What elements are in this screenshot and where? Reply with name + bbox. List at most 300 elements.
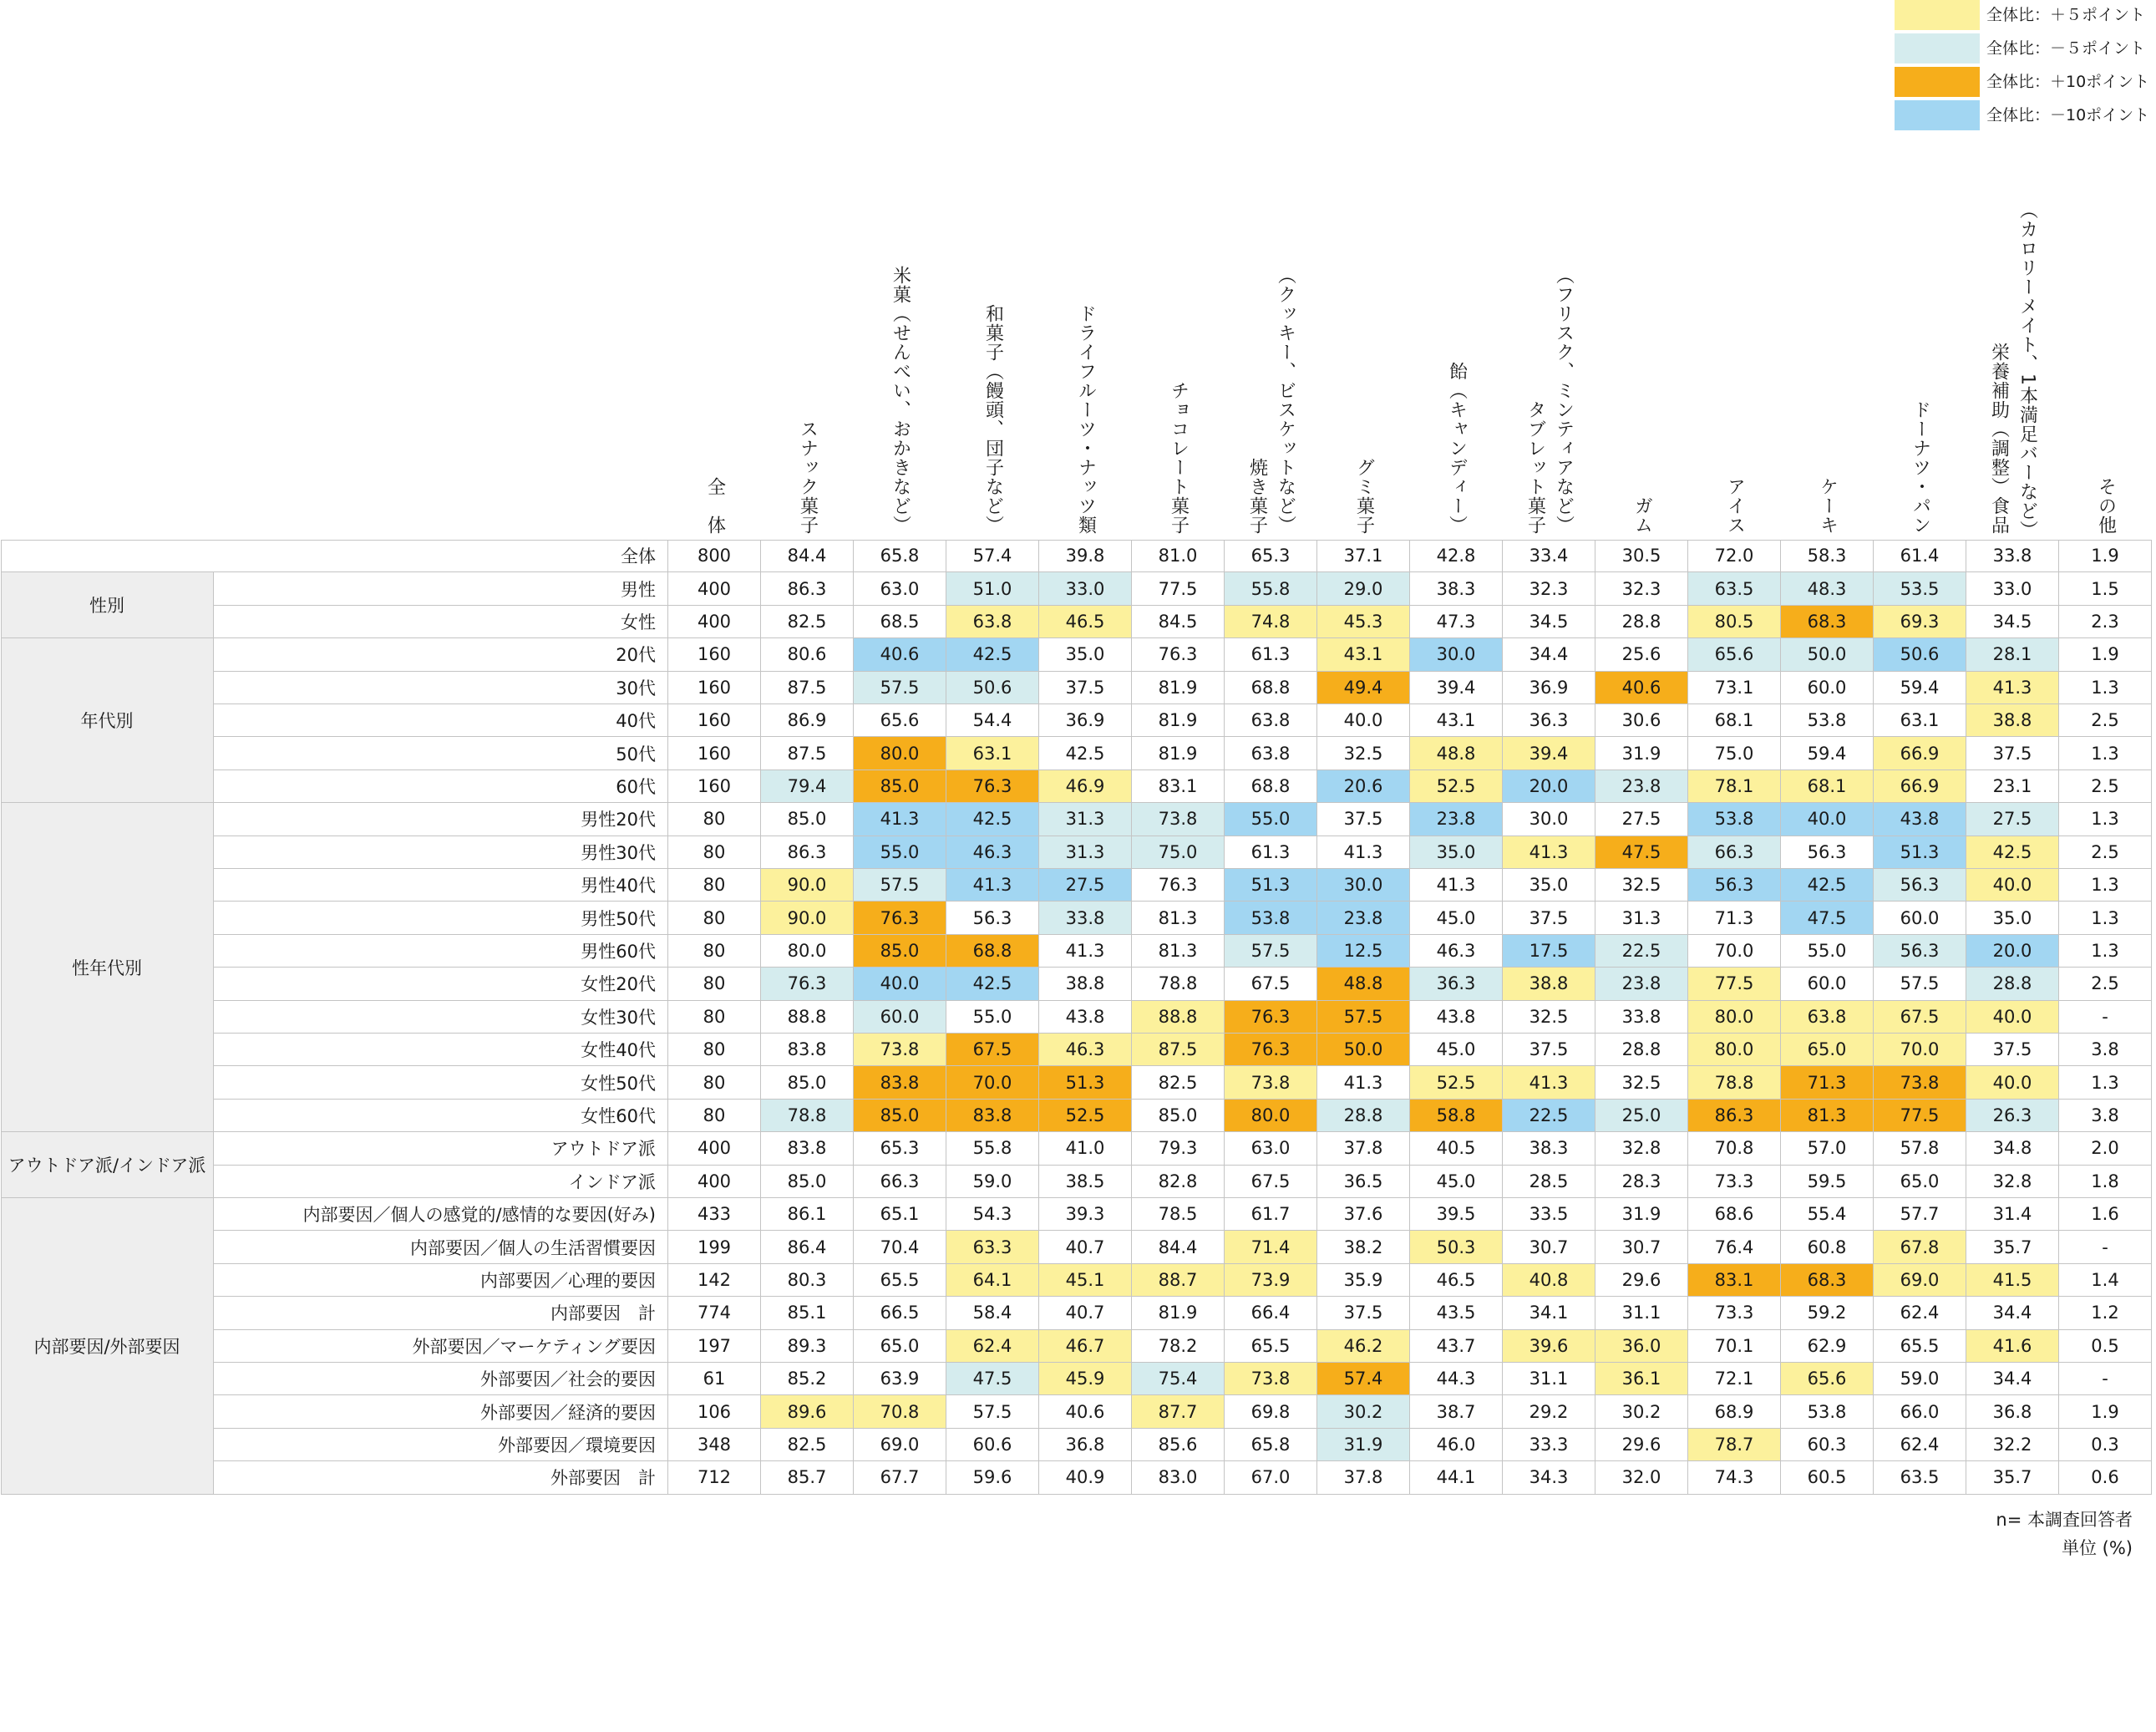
value-cell: 25.0 bbox=[1595, 1100, 1688, 1132]
value-cell: 36.3 bbox=[1410, 968, 1503, 1000]
value-cell: 70.4 bbox=[854, 1231, 946, 1263]
column-header-line: 米菓（せんべい、おかきなど） bbox=[890, 266, 911, 535]
value-cell: 45.1 bbox=[1039, 1264, 1132, 1297]
value-cell: 40.9 bbox=[1039, 1461, 1132, 1494]
value-cell: 32.8 bbox=[1595, 1132, 1688, 1165]
value-cell: 60.0 bbox=[1874, 902, 1966, 934]
value-cell: 70.1 bbox=[1688, 1330, 1781, 1363]
value-cell: 25.6 bbox=[1595, 638, 1688, 671]
value-cell: 40.7 bbox=[1039, 1231, 1132, 1263]
value-cell: 65.0 bbox=[854, 1330, 946, 1363]
value-cell: 76.3 bbox=[1225, 1034, 1317, 1066]
value-cell: 58.8 bbox=[1410, 1100, 1503, 1132]
column-header bbox=[1966, 201, 2059, 540]
column-header-line: タブレット菓子 bbox=[1524, 400, 1546, 535]
value-cell: 67.8 bbox=[1874, 1231, 1966, 1263]
value-cell: 40.0 bbox=[1966, 1001, 2059, 1034]
value-cell: 32.3 bbox=[1503, 572, 1595, 605]
n-cell: 80 bbox=[668, 1066, 761, 1099]
value-cell: 70.8 bbox=[854, 1395, 946, 1428]
note-n: n= 本調査回答者 bbox=[1996, 1510, 2133, 1530]
value-cell: 77.5 bbox=[1688, 968, 1781, 1000]
column-header bbox=[1688, 201, 1781, 535]
value-cell: 32.5 bbox=[1317, 737, 1410, 769]
value-cell: 61.4 bbox=[1874, 540, 1966, 572]
value-cell: 68.8 bbox=[1225, 770, 1317, 803]
value-cell: 46.3 bbox=[1410, 935, 1503, 968]
value-cell: 52.5 bbox=[1410, 1066, 1503, 1099]
value-cell: 86.1 bbox=[761, 1198, 854, 1231]
value-cell: 63.3 bbox=[946, 1231, 1039, 1263]
value-cell: 73.3 bbox=[1688, 1166, 1781, 1198]
value-cell: 85.1 bbox=[761, 1297, 854, 1329]
value-cell: 37.8 bbox=[1317, 1461, 1410, 1494]
value-cell: 72.0 bbox=[1688, 540, 1781, 572]
value-cell: 78.8 bbox=[1132, 968, 1225, 1000]
value-cell: 79.4 bbox=[761, 770, 854, 803]
value-cell: 86.3 bbox=[1688, 1100, 1781, 1132]
value-cell: 48.8 bbox=[1410, 737, 1503, 769]
value-cell: 80.0 bbox=[1225, 1100, 1317, 1132]
value-cell: 37.5 bbox=[1966, 1034, 2059, 1066]
column-header bbox=[946, 201, 1039, 535]
value-cell: 36.1 bbox=[1595, 1363, 1688, 1395]
value-cell: 41.5 bbox=[1966, 1264, 2059, 1297]
n-cell: 160 bbox=[668, 737, 761, 769]
legend-label: 全体比：－５ポイント bbox=[1986, 39, 2146, 58]
row-label: 男性20代 bbox=[214, 803, 668, 836]
value-cell: 85.0 bbox=[1132, 1100, 1225, 1132]
value-cell: 33.3 bbox=[1503, 1429, 1595, 1461]
value-cell: 74.8 bbox=[1225, 606, 1317, 638]
value-cell: 31.3 bbox=[1039, 836, 1132, 869]
value-cell: 33.8 bbox=[1039, 902, 1132, 934]
value-cell: 38.8 bbox=[1966, 704, 2059, 737]
value-cell: 35.9 bbox=[1317, 1264, 1410, 1297]
value-cell: 23.1 bbox=[1966, 770, 2059, 803]
value-cell: 48.3 bbox=[1781, 572, 1874, 605]
n-cell: 348 bbox=[668, 1429, 761, 1461]
value-cell: 81.9 bbox=[1132, 672, 1225, 704]
value-cell: 58.4 bbox=[946, 1297, 1039, 1329]
value-cell: 87.7 bbox=[1132, 1395, 1225, 1428]
n-cell: 80 bbox=[668, 935, 761, 968]
value-cell: 47.5 bbox=[1781, 902, 1874, 934]
value-cell: 30.0 bbox=[1410, 638, 1503, 671]
value-cell: 40.5 bbox=[1410, 1132, 1503, 1165]
value-cell: 87.5 bbox=[1132, 1034, 1225, 1066]
value-cell: 1.3 bbox=[2059, 737, 2152, 769]
value-cell: 75.0 bbox=[1688, 737, 1781, 769]
value-cell: 43.7 bbox=[1410, 1330, 1503, 1363]
row-label: 内部要因／個人の感覚的/感情的な要因(好み) bbox=[214, 1198, 668, 1231]
value-cell: 46.3 bbox=[946, 836, 1039, 869]
value-cell: 28.5 bbox=[1503, 1166, 1595, 1198]
value-cell: 3.8 bbox=[2059, 1100, 2152, 1132]
value-cell: 34.8 bbox=[1966, 1132, 2059, 1165]
value-cell: 85.2 bbox=[761, 1363, 854, 1395]
value-cell: 45.3 bbox=[1317, 606, 1410, 638]
value-cell: 46.2 bbox=[1317, 1330, 1410, 1363]
value-cell: 81.0 bbox=[1132, 540, 1225, 572]
value-cell: 59.4 bbox=[1781, 737, 1874, 769]
value-cell: 37.5 bbox=[1966, 737, 2059, 769]
value-cell: 57.4 bbox=[1317, 1363, 1410, 1395]
value-cell: 67.5 bbox=[946, 1034, 1039, 1066]
group-label: 年代別 bbox=[1, 638, 214, 803]
value-cell: 2.5 bbox=[2059, 836, 2152, 869]
value-cell: 88.8 bbox=[761, 1001, 854, 1034]
value-cell: 37.5 bbox=[1317, 803, 1410, 836]
value-cell: 80.6 bbox=[761, 638, 854, 671]
value-cell: 57.5 bbox=[1317, 1001, 1410, 1034]
value-cell: 63.0 bbox=[1225, 1132, 1317, 1165]
value-cell: 35.0 bbox=[1966, 902, 2059, 934]
value-cell: 40.0 bbox=[1781, 803, 1874, 836]
group-label: 内部要因/外部要因 bbox=[1, 1198, 214, 1495]
value-cell: 68.8 bbox=[1225, 672, 1317, 704]
value-cell: 31.9 bbox=[1595, 1198, 1688, 1231]
value-cell: 60.8 bbox=[1781, 1231, 1874, 1263]
value-cell: 35.0 bbox=[1410, 836, 1503, 869]
row-label: 内部要因 計 bbox=[214, 1297, 668, 1329]
value-cell: 56.3 bbox=[946, 902, 1039, 934]
value-cell: 56.3 bbox=[1874, 869, 1966, 902]
value-cell: 41.3 bbox=[946, 869, 1039, 902]
value-cell: 40.6 bbox=[1595, 672, 1688, 704]
value-cell: 50.6 bbox=[1874, 638, 1966, 671]
value-cell: 1.3 bbox=[2059, 1066, 2152, 1099]
value-cell: 36.8 bbox=[1966, 1395, 2059, 1428]
value-cell: 59.6 bbox=[946, 1461, 1039, 1494]
value-cell: 40.6 bbox=[1039, 1395, 1132, 1428]
value-cell: 42.5 bbox=[1781, 869, 1874, 902]
value-cell: 32.8 bbox=[1966, 1166, 2059, 1198]
value-cell: 28.8 bbox=[1595, 1034, 1688, 1066]
column-header bbox=[1132, 201, 1225, 535]
column-header bbox=[1874, 201, 1966, 535]
value-cell: 63.8 bbox=[946, 606, 1039, 638]
value-cell: 66.9 bbox=[1874, 737, 1966, 769]
value-cell: 85.7 bbox=[761, 1461, 854, 1494]
group-label: アウトドア派/インドア派 bbox=[1, 1132, 214, 1198]
value-cell: 31.3 bbox=[1595, 902, 1688, 934]
value-cell: 39.8 bbox=[1039, 540, 1132, 572]
value-cell: 60.5 bbox=[1781, 1461, 1874, 1494]
value-cell: 28.8 bbox=[1595, 606, 1688, 638]
value-cell: 84.4 bbox=[1132, 1231, 1225, 1263]
value-cell: 69.8 bbox=[1225, 1395, 1317, 1428]
row-label: 外部要因／環境要因 bbox=[214, 1429, 668, 1461]
column-header-line: アイス bbox=[1724, 477, 1746, 535]
value-cell: 70.0 bbox=[1688, 935, 1781, 968]
value-cell: 82.8 bbox=[1132, 1166, 1225, 1198]
value-cell: 78.7 bbox=[1688, 1429, 1781, 1461]
value-cell: 82.5 bbox=[761, 1429, 854, 1461]
value-cell: 77.5 bbox=[1874, 1100, 1966, 1132]
value-cell: 75.0 bbox=[1132, 836, 1225, 869]
value-cell: 66.3 bbox=[854, 1166, 946, 1198]
row-label: 内部要因／個人の生活習慣要因 bbox=[214, 1231, 668, 1263]
value-cell: 83.8 bbox=[946, 1100, 1039, 1132]
value-cell: 71.3 bbox=[1688, 902, 1781, 934]
value-cell: 41.3 bbox=[1966, 672, 2059, 704]
value-cell: 42.5 bbox=[946, 803, 1039, 836]
value-cell: 66.5 bbox=[854, 1297, 946, 1329]
value-cell: 84.5 bbox=[1132, 606, 1225, 638]
value-cell: 55.0 bbox=[854, 836, 946, 869]
value-cell: 47.5 bbox=[946, 1363, 1039, 1395]
value-cell: 65.6 bbox=[1688, 638, 1781, 671]
value-cell: 65.6 bbox=[854, 704, 946, 737]
n-cell: 160 bbox=[668, 704, 761, 737]
value-cell: 65.8 bbox=[854, 540, 946, 572]
value-cell: 50.6 bbox=[946, 672, 1039, 704]
value-cell: 85.0 bbox=[761, 803, 854, 836]
column-header-line: 焼き菓子 bbox=[1246, 458, 1268, 535]
column-header-line: 全 体 bbox=[704, 477, 726, 535]
value-cell: 62.9 bbox=[1781, 1330, 1874, 1363]
value-cell: 30.0 bbox=[1317, 869, 1410, 902]
value-cell: 71.3 bbox=[1781, 1066, 1874, 1099]
value-cell: 37.8 bbox=[1317, 1132, 1410, 1165]
column-header-line: 和菓子（饅頭、団子など） bbox=[982, 304, 1004, 535]
value-cell: 68.3 bbox=[1781, 1264, 1874, 1297]
value-cell: 51.3 bbox=[1874, 836, 1966, 869]
value-cell: 34.1 bbox=[1503, 1297, 1595, 1329]
value-cell: 73.9 bbox=[1225, 1264, 1317, 1297]
value-cell: 1.3 bbox=[2059, 869, 2152, 902]
value-cell: 80.5 bbox=[1688, 606, 1781, 638]
column-header-line: （カロリーメイト、1本満足バーなど） bbox=[2016, 201, 2038, 540]
value-cell: 76.3 bbox=[854, 902, 946, 934]
n-cell: 774 bbox=[668, 1297, 761, 1329]
column-header bbox=[1039, 201, 1132, 535]
value-cell: 27.5 bbox=[1039, 869, 1132, 902]
row-label: 50代 bbox=[214, 737, 668, 769]
value-cell: 31.9 bbox=[1317, 1429, 1410, 1461]
value-cell: 31.9 bbox=[1595, 737, 1688, 769]
value-cell: 33.8 bbox=[1595, 1001, 1688, 1034]
column-header-line: チョコレート菓子 bbox=[1168, 381, 1190, 535]
row-label: 60代 bbox=[214, 770, 668, 803]
value-cell: 81.3 bbox=[1132, 902, 1225, 934]
n-cell: 80 bbox=[668, 1100, 761, 1132]
value-cell: 1.2 bbox=[2059, 1297, 2152, 1329]
value-cell: 63.8 bbox=[1225, 704, 1317, 737]
n-cell: 160 bbox=[668, 672, 761, 704]
value-cell: 55.8 bbox=[946, 1132, 1039, 1165]
column-header-line: （クッキー、ビスケットなど） bbox=[1275, 266, 1296, 535]
value-cell: 20.0 bbox=[1966, 935, 2059, 968]
value-cell: 27.5 bbox=[1595, 803, 1688, 836]
value-cell: 81.9 bbox=[1132, 1297, 1225, 1329]
value-cell: 46.5 bbox=[1410, 1264, 1503, 1297]
value-cell: 65.8 bbox=[1225, 1429, 1317, 1461]
value-cell: 68.1 bbox=[1688, 704, 1781, 737]
value-cell: 48.8 bbox=[1317, 968, 1410, 1000]
value-cell: 55.0 bbox=[1225, 803, 1317, 836]
value-cell: 23.8 bbox=[1317, 902, 1410, 934]
row-label: 40代 bbox=[214, 704, 668, 737]
value-cell: 60.6 bbox=[946, 1429, 1039, 1461]
value-cell: 29.2 bbox=[1503, 1395, 1595, 1428]
value-cell: 63.8 bbox=[1781, 1001, 1874, 1034]
n-cell: 400 bbox=[668, 572, 761, 605]
row-label: 女性20代 bbox=[214, 968, 668, 1000]
row-label: 外部要因 計 bbox=[214, 1461, 668, 1494]
value-cell: 66.9 bbox=[1874, 770, 1966, 803]
value-cell: 32.3 bbox=[1595, 572, 1688, 605]
value-cell: 32.2 bbox=[1966, 1429, 2059, 1461]
value-cell: 68.6 bbox=[1688, 1198, 1781, 1231]
value-cell: 51.3 bbox=[1039, 1066, 1132, 1099]
legend-label: 全体比：＋５ポイント bbox=[1986, 6, 2146, 24]
value-cell: 40.8 bbox=[1503, 1264, 1595, 1297]
value-cell: 66.4 bbox=[1225, 1297, 1317, 1329]
value-cell: 65.6 bbox=[1781, 1363, 1874, 1395]
value-cell: 36.0 bbox=[1595, 1330, 1688, 1363]
value-cell: 53.8 bbox=[1688, 803, 1781, 836]
value-cell: 46.9 bbox=[1039, 770, 1132, 803]
row-label: 女性50代 bbox=[214, 1066, 668, 1099]
value-cell: 23.8 bbox=[1595, 968, 1688, 1000]
value-cell: 72.1 bbox=[1688, 1363, 1781, 1395]
value-cell: 65.0 bbox=[1781, 1034, 1874, 1066]
value-cell: 45.0 bbox=[1410, 902, 1503, 934]
value-cell: 50.0 bbox=[1317, 1034, 1410, 1066]
n-cell: 160 bbox=[668, 770, 761, 803]
value-cell: 43.5 bbox=[1410, 1297, 1503, 1329]
value-cell: 57.7 bbox=[1874, 1198, 1966, 1231]
value-cell: 39.4 bbox=[1503, 737, 1595, 769]
n-cell: 800 bbox=[668, 540, 761, 572]
value-cell: 42.5 bbox=[946, 638, 1039, 671]
value-cell: 61.7 bbox=[1225, 1198, 1317, 1231]
value-cell: 33.0 bbox=[1966, 572, 2059, 605]
value-cell: 36.5 bbox=[1317, 1166, 1410, 1198]
row-label: 内部要因／心理的要因 bbox=[214, 1264, 668, 1297]
value-cell: 76.3 bbox=[1225, 1001, 1317, 1034]
legend-label: 全体比：＋10ポイント bbox=[1986, 73, 2150, 91]
value-cell: 41.3 bbox=[1317, 836, 1410, 869]
value-cell: 68.3 bbox=[1781, 606, 1874, 638]
value-cell: 57.8 bbox=[1874, 1132, 1966, 1165]
value-cell: 57.5 bbox=[1874, 968, 1966, 1000]
value-cell: 57.5 bbox=[1225, 935, 1317, 968]
value-cell: 70.0 bbox=[1874, 1034, 1966, 1066]
value-cell: 57.4 bbox=[946, 540, 1039, 572]
value-cell: 28.3 bbox=[1595, 1166, 1688, 1198]
value-cell: 82.5 bbox=[761, 606, 854, 638]
value-cell: 2.5 bbox=[2059, 704, 2152, 737]
value-cell: 2.5 bbox=[2059, 968, 2152, 1000]
value-cell: 85.6 bbox=[1132, 1429, 1225, 1461]
value-cell: 23.8 bbox=[1410, 803, 1503, 836]
row-label: 女性30代 bbox=[214, 1001, 668, 1034]
value-cell: 1.9 bbox=[2059, 540, 2152, 572]
n-cell: 400 bbox=[668, 606, 761, 638]
column-header-line: （フリスク、ミンティアなど） bbox=[1553, 266, 1575, 535]
value-cell: 39.3 bbox=[1039, 1198, 1132, 1231]
value-cell: 55.0 bbox=[946, 1001, 1039, 1034]
value-cell: 67.5 bbox=[1874, 1001, 1966, 1034]
value-cell: 45.0 bbox=[1410, 1166, 1503, 1198]
value-cell: 73.1 bbox=[1688, 672, 1781, 704]
value-cell: 58.3 bbox=[1781, 540, 1874, 572]
n-cell: 106 bbox=[668, 1395, 761, 1428]
value-cell: 44.1 bbox=[1410, 1461, 1503, 1494]
value-cell: 30.7 bbox=[1595, 1231, 1688, 1263]
column-header-line: その他 bbox=[2095, 477, 2117, 535]
value-cell: 61.3 bbox=[1225, 638, 1317, 671]
value-cell: 76.3 bbox=[946, 770, 1039, 803]
value-cell: 65.0 bbox=[1874, 1166, 1966, 1198]
value-cell: 70.8 bbox=[1688, 1132, 1781, 1165]
row-label: 外部要因／社会的要因 bbox=[214, 1363, 668, 1395]
value-cell: 73.3 bbox=[1688, 1297, 1781, 1329]
value-cell: 70.0 bbox=[946, 1066, 1039, 1099]
value-cell: 34.3 bbox=[1503, 1461, 1595, 1494]
value-cell: 68.9 bbox=[1688, 1395, 1781, 1428]
value-cell: 50.0 bbox=[1781, 638, 1874, 671]
value-cell: 40.0 bbox=[1317, 704, 1410, 737]
value-cell: 62.4 bbox=[1874, 1297, 1966, 1329]
value-cell: 41.3 bbox=[1410, 869, 1503, 902]
value-cell: 17.5 bbox=[1503, 935, 1595, 968]
value-cell: 85.0 bbox=[761, 1066, 854, 1099]
value-cell: 85.0 bbox=[854, 935, 946, 968]
value-cell: 34.4 bbox=[1966, 1363, 2059, 1395]
value-cell: 60.0 bbox=[1781, 968, 1874, 1000]
value-cell: 0.5 bbox=[2059, 1330, 2152, 1363]
value-cell: 0.3 bbox=[2059, 1429, 2152, 1461]
value-cell: 1.3 bbox=[2059, 672, 2152, 704]
value-cell: 37.5 bbox=[1503, 902, 1595, 934]
value-cell: 81.3 bbox=[1132, 935, 1225, 968]
n-cell: 80 bbox=[668, 803, 761, 836]
value-cell: 64.1 bbox=[946, 1264, 1039, 1297]
value-cell: 38.2 bbox=[1317, 1231, 1410, 1263]
value-cell: 56.3 bbox=[1781, 836, 1874, 869]
column-header-line: 飴（キャンディー） bbox=[1446, 362, 1468, 535]
value-cell: 76.3 bbox=[761, 968, 854, 1000]
value-cell: 27.5 bbox=[1966, 803, 2059, 836]
value-cell: 78.2 bbox=[1132, 1330, 1225, 1363]
value-cell: 81.9 bbox=[1132, 704, 1225, 737]
value-cell: 40.7 bbox=[1039, 1297, 1132, 1329]
value-cell: 36.8 bbox=[1039, 1429, 1132, 1461]
n-cell: 142 bbox=[668, 1264, 761, 1297]
row-label: 男性 bbox=[214, 572, 668, 605]
value-cell: 55.4 bbox=[1781, 1198, 1874, 1231]
legend-label: 全体比：－10ポイント bbox=[1986, 106, 2150, 124]
n-cell: 400 bbox=[668, 1132, 761, 1165]
column-header bbox=[1595, 201, 1688, 535]
column-header-line: スナック菓子 bbox=[797, 419, 819, 535]
n-cell: 80 bbox=[668, 836, 761, 869]
value-cell: 41.3 bbox=[854, 803, 946, 836]
value-cell: 83.1 bbox=[1688, 1264, 1781, 1297]
value-cell: 83.8 bbox=[761, 1034, 854, 1066]
value-cell: 47.3 bbox=[1410, 606, 1503, 638]
value-cell: 69.3 bbox=[1874, 606, 1966, 638]
n-cell: 80 bbox=[668, 968, 761, 1000]
n-cell: 712 bbox=[668, 1461, 761, 1494]
value-cell: 29.6 bbox=[1595, 1264, 1688, 1297]
value-cell: 63.8 bbox=[1225, 737, 1317, 769]
value-cell: 63.0 bbox=[854, 572, 946, 605]
